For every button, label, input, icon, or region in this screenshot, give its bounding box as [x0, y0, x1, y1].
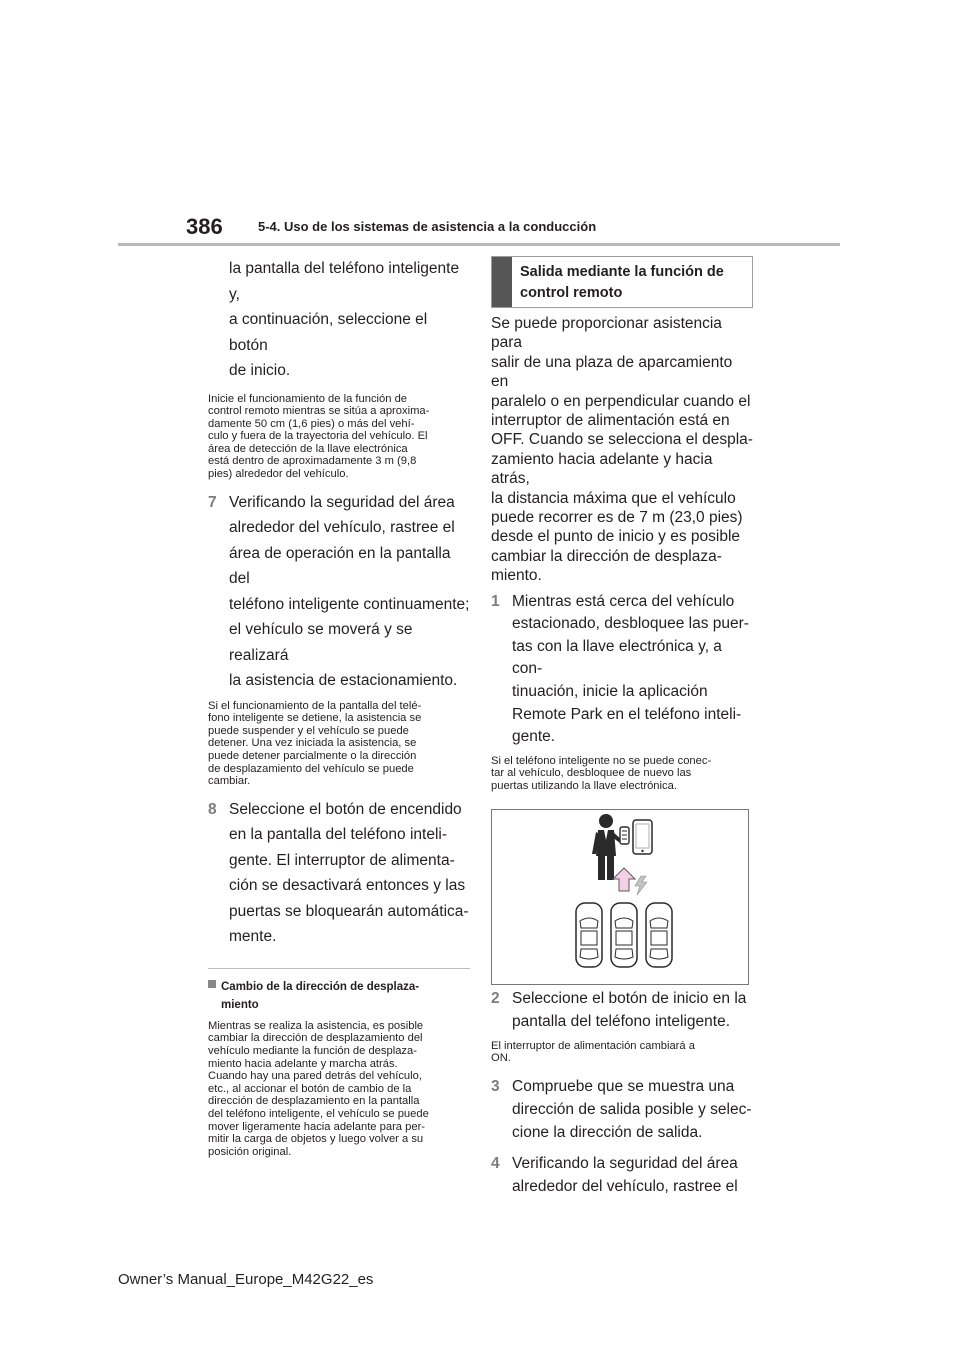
text-line: cambiar la dirección de desplaza- — [491, 547, 722, 565]
note-line: culo y fuera de la trayectoria del vehículo. El — [208, 430, 428, 443]
heading-bar — [492, 257, 512, 307]
note-line: tar al vehículo, desbloquee de nuevo las — [491, 767, 692, 780]
remote-park-diagram — [492, 810, 748, 984]
note-line: Inicie el funcionamiento de la función de — [208, 392, 408, 405]
note-line: pies) alrededor del vehículo. — [208, 468, 349, 481]
step-line: la asistencia de estacionamiento. — [229, 672, 458, 690]
heading-line: Salida mediante la función de — [520, 264, 724, 280]
step-2 — [491, 987, 753, 1033]
text-line: desde el punto de inicio y es posible — [491, 528, 741, 546]
step-line: alrededor del vehículo, rastree el — [229, 519, 455, 537]
text-line: puede recorrer es de 7 m (23,0 pies) — [491, 509, 743, 527]
section-heading-box — [491, 256, 753, 308]
arrow-up-icon — [613, 868, 635, 891]
step-line: gente. El interruptor de alimenta- — [229, 851, 455, 869]
note-line: de desplazamiento del vehículo se puede — [208, 762, 414, 775]
step-line: alrededor del vehículo, rastree el — [512, 1177, 738, 1195]
step-line: puertas se bloquearán automática- — [229, 902, 469, 920]
step-number: 2 — [491, 989, 500, 1007]
parked-car-icon — [611, 903, 637, 967]
note-line: Si el funcionamiento de la pantalla del telé- — [208, 699, 422, 712]
step-line: mente. — [229, 928, 277, 946]
body-line: vehículo mediante la función de desplaza- — [208, 1045, 417, 1057]
step-number: 7 — [208, 493, 217, 511]
step-line: estacionado, desbloquee las puer- — [512, 615, 749, 633]
note — [208, 700, 470, 788]
step-line: el vehículo se moverá y se realizará — [229, 621, 413, 664]
note-line: ON. — [491, 1052, 511, 1065]
step-line: dirección de salida posible y selec- — [512, 1100, 752, 1118]
body-line: posición original. — [208, 1145, 292, 1158]
continued-paragraph — [208, 256, 470, 384]
step-line: Seleccione el botón de encendido — [229, 800, 462, 818]
note — [491, 755, 753, 793]
text-line: salir de una plaza de aparcamiento en — [491, 353, 733, 391]
body-line: mover ligeramente hacia adelante para per- — [208, 1120, 426, 1133]
parked-car-icon — [576, 903, 602, 967]
note-line: cambiar. — [208, 775, 251, 788]
step-line: teléfono inteligente continuamente; — [229, 595, 470, 613]
step-7 — [208, 490, 470, 694]
person-icon — [592, 814, 622, 880]
step-line: tinuación, inicie la aplicación — [512, 683, 708, 701]
text-line: Se puede proporcionar asistencia para — [491, 315, 722, 352]
step-line: Verificando la seguridad del área — [512, 1154, 738, 1172]
step-line: Compruebe que se muestra una — [512, 1077, 735, 1095]
subsection-body — [208, 1020, 470, 1159]
step-line: pantalla del teléfono inteligente. — [512, 1012, 731, 1030]
note-line: puede suspender y el vehículo se puede — [208, 724, 409, 737]
subsection-heading-line: Cambio de la dirección de desplaza- — [221, 980, 420, 993]
remote-park-illustration — [491, 809, 749, 985]
note-line: detener. Una vez iniciada la asistencia, se — [208, 737, 417, 750]
note-line: control remoto mientras se sitúa a aproxima- — [208, 405, 430, 418]
right-column — [491, 256, 753, 1198]
text-line: zamiento hacia adelante y hacia atrás, — [491, 450, 713, 488]
body-line: cambiar la dirección de desplazamiento del — [208, 1032, 423, 1045]
square-bullet-icon — [208, 980, 216, 988]
text-line: la distancia máxima que el vehículo — [491, 489, 736, 507]
body-line: Mientras se realiza la asistencia, es posible — [208, 1019, 424, 1032]
step-line: gente. — [512, 728, 556, 746]
step-line: cione la dirección de salida. — [512, 1123, 703, 1141]
header-rule — [118, 243, 840, 246]
text-line: miento. — [491, 567, 542, 585]
step-line: Seleccione el botón de inicio en la — [512, 989, 747, 1007]
intro-paragraph — [491, 314, 753, 586]
step-line: Verificando la seguridad del área — [229, 493, 455, 511]
step-line: área de operación en la pantalla del — [229, 544, 451, 588]
step-line: Remote Park en el teléfono inteli- — [512, 705, 742, 723]
body-line: etc., al accionar el botón de cambio de la — [208, 1082, 412, 1095]
electronic-key-icon — [620, 827, 629, 844]
step-number: 1 — [491, 592, 500, 610]
parked-car-icon — [646, 903, 672, 967]
note-line: área de detección de la llave electrónica — [208, 442, 408, 455]
note-line: Si el teléfono inteligente no se puede conec- — [491, 754, 712, 767]
body-line: mitir la carga de objetos y luego volver a su — [208, 1133, 424, 1146]
heading-line: control remoto — [520, 284, 623, 301]
step-1 — [491, 591, 753, 749]
note-line: fono inteligente se detiene, la asistencia se — [208, 712, 422, 725]
note — [491, 1040, 753, 1065]
body-line: dirección de desplazamiento en la pantalla — [208, 1095, 420, 1108]
text-line: interruptor de alimentación está en — [491, 412, 730, 430]
step-4 — [491, 1152, 753, 1198]
text-line: paralelo o en perpendicular cuando el — [491, 392, 751, 410]
note-line: puede detener parcialmente o la dirección — [208, 750, 417, 763]
note-line: está dentro de aproximadamente 3 m (9,8 — [208, 455, 417, 468]
text-line: de inicio. — [229, 362, 291, 379]
text-line: la pantalla del teléfono inteligente y, — [229, 260, 460, 303]
step-3 — [491, 1075, 753, 1144]
subsection-heading — [208, 977, 470, 1013]
section-title: 5-4. Uso de los sistemas de asistencia a la conducción — [258, 219, 597, 234]
step-line: en la pantalla del teléfono inteli- — [229, 826, 448, 844]
smartphone-icon — [633, 820, 652, 854]
step-8 — [208, 797, 470, 950]
text-line: OFF. Cuando se selecciona el despla- — [491, 431, 753, 449]
step-number: 3 — [491, 1077, 500, 1095]
note-line: damente 50 cm (1,6 pies) o más del vehí- — [208, 417, 415, 430]
left-column — [208, 256, 470, 1158]
page-number: 386 — [186, 214, 223, 239]
step-number: 8 — [208, 800, 217, 818]
note — [208, 393, 470, 481]
step-number: 4 — [491, 1154, 500, 1172]
body-line: miento hacia adelante y marcha atrás. — [208, 1057, 398, 1070]
text-line: a continuación, seleccione el botón — [229, 311, 428, 354]
step-line: tas con la llave electrónica y, a con- — [512, 637, 722, 678]
subsection-heading-line: miento — [221, 998, 259, 1011]
step-line: Mientras está cerca del vehículo — [512, 592, 735, 610]
wireless-signal-icon — [635, 876, 647, 895]
step-line: ción se desactivará entonces y las — [229, 877, 466, 895]
body-line: del teléfono inteligente, el vehículo se puede — [208, 1107, 429, 1120]
subsection-divider — [208, 968, 470, 969]
note-line: El interruptor de alimentación cambiará a — [491, 1039, 695, 1052]
note-line: puertas utilizando la llave electrónica. — [491, 780, 677, 793]
body-line: Cuando hay una pared detrás del vehículo, — [208, 1070, 422, 1083]
footer-text: Owner’s Manual_Europe_M42G22_es — [118, 1271, 374, 1288]
